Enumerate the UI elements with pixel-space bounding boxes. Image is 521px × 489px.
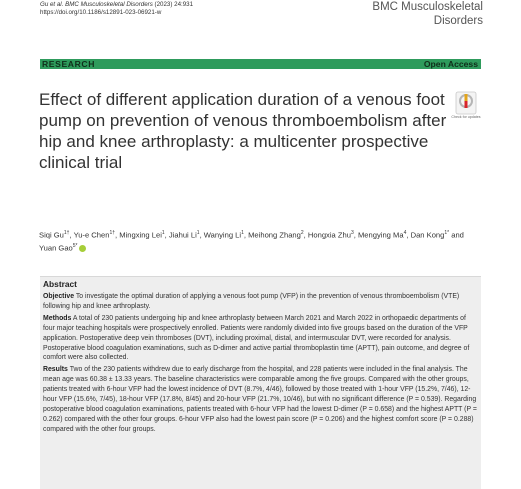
methods-text: A total of 230 patients undergoing hip and knee arthroplasty between March 2021 and March 2022 in orthopaedic departments of four major teaching hospitals were prospectively enrolled. Patients were randomly divided into five groups based on the duration of the VFP application. Postoperative deep vein thromboses (DVT), including proximal, distal, and intermuscular DVT, were recorded for analysis. Postoperative blood coagulation examinations, such as D-dimer and active partial thromboplastin time (APTT), pain outcome, and degree of comfort were also collected. bbox=[43, 314, 470, 362]
author-affiliation-marker: 1† bbox=[109, 230, 116, 236]
results-label: Results bbox=[43, 366, 68, 374]
abstract-heading: Abstract bbox=[43, 279, 77, 289]
author-list: Siqi $Gu^{1\dagger}$, Yu-e Chen$^{1\dagger}$, Mingxing Lei$^1$, Jiahui Li$^1$, Wanying Li$^1$, Meihong Zhang$^2$, Hongxia Zhu$^3$, Mengying Ma$^4$, Dan Kong$^{1*}$ and Yuan Gao$^{5*}$ bbox=[39, 230, 464, 253]
author-affiliation-marker: 4 bbox=[403, 230, 407, 236]
year-issue: (2023) 24:931 bbox=[154, 1, 194, 8]
journal-name bbox=[372, 1, 483, 28]
article-header-meta bbox=[40, 1, 193, 17]
author-name[interactable]: Mengying Ma bbox=[357, 230, 404, 240]
abstract-results bbox=[43, 365, 477, 434]
author-name[interactable]: Yuan Gao bbox=[39, 243, 73, 253]
article-type-banner bbox=[40, 59, 481, 69]
author-name[interactable]: Dan Kong bbox=[410, 230, 445, 240]
check-for-updates-icon[interactable] bbox=[455, 91, 477, 115]
doi-link[interactable]: https://doi.org/10.1186/s12891-023-06921-w bbox=[40, 9, 162, 16]
author-name[interactable]: Meihong Zhang bbox=[248, 230, 301, 240]
author-name[interactable]: Jiahui Li bbox=[168, 230, 197, 240]
author-affiliation-marker: 1 bbox=[196, 230, 200, 236]
abstract-objective bbox=[43, 292, 477, 312]
author-name[interactable]: Wanying Li bbox=[203, 230, 242, 240]
author-affiliation-marker: 1* bbox=[444, 230, 450, 236]
journal-citation: Gu et al. BMC Musculoskeletal Disorders bbox=[40, 1, 153, 8]
author-affiliation-marker: 3 bbox=[350, 230, 354, 236]
author-affiliation-marker: 1 bbox=[161, 230, 165, 236]
abstract-body bbox=[43, 292, 477, 437]
author-affiliation-marker: 5* bbox=[72, 243, 78, 250]
article-type-label: RESEARCH bbox=[42, 59, 96, 69]
author-name[interactable]: Hongxia Zhu bbox=[307, 230, 351, 240]
methods-label: Methods bbox=[43, 314, 72, 322]
author-affiliation-marker: 1 bbox=[241, 230, 244, 236]
results-text: Two of the 230 patients withdrew due to early discharge from the hospital, and 228 patients were included in the final analysis. The mean age was 60.38 ± 13.33 years. The baseline characteristics were comparable among the five groups. Compared with the other groups, patients treated with 6-hour VFP had the lowest incidence of DVT (8.7%, 4/46), followed by those treated with 1-hour VFP (15.2%, 7/46), 12-hour VFP (15.6%, 7/45), 18-hour VFP (17.8%, 8/45) and 20-hour VFP (21.7%, 10/46), but with no significant difference (P = 0.539). Regarding postoperative blood coagulation examinations, patients treated with 6-hour VFP had the lowest D-dimer (P = 0.658) and the highest APTT (P = 0.262) compared with the other four groups. 6-hour VFP also had the lowest pain score (P = 0.206) and the highest comfort score (P = 0.288) compared with the other four groups. bbox=[43, 366, 477, 433]
journal-name-line2: Disorders bbox=[433, 14, 483, 27]
abstract-methods bbox=[43, 314, 477, 364]
author-name[interactable]: Siqi Gu bbox=[39, 230, 64, 240]
article-title: Effect of different application duration of a venous foot pump on prevention of venous thromboembolism after hip and knee arthroplasty: a multicenter prospective clinical trial bbox=[39, 90, 447, 172]
author-name[interactable]: Yu-e Chen bbox=[73, 230, 110, 240]
objective-label: Objective bbox=[43, 293, 75, 300]
objective-text: To investigate the optimal duration of applying a venous foot pump (VFP) in the prevention of venous thromboembolism (VTE) following hip and knee arthroplasty. bbox=[43, 293, 460, 310]
author-affiliation-marker: 2 bbox=[300, 230, 304, 236]
author-affiliation-marker: 1† bbox=[63, 230, 70, 236]
orcid-icon[interactable] bbox=[79, 245, 86, 252]
journal-name-line1: BMC Musculoskeletal bbox=[372, 1, 483, 13]
open-access-label: Open Access bbox=[423, 59, 478, 69]
check-for-updates-label: Check for updates bbox=[451, 115, 481, 119]
author-name[interactable]: Mingxing Lei bbox=[119, 230, 162, 240]
